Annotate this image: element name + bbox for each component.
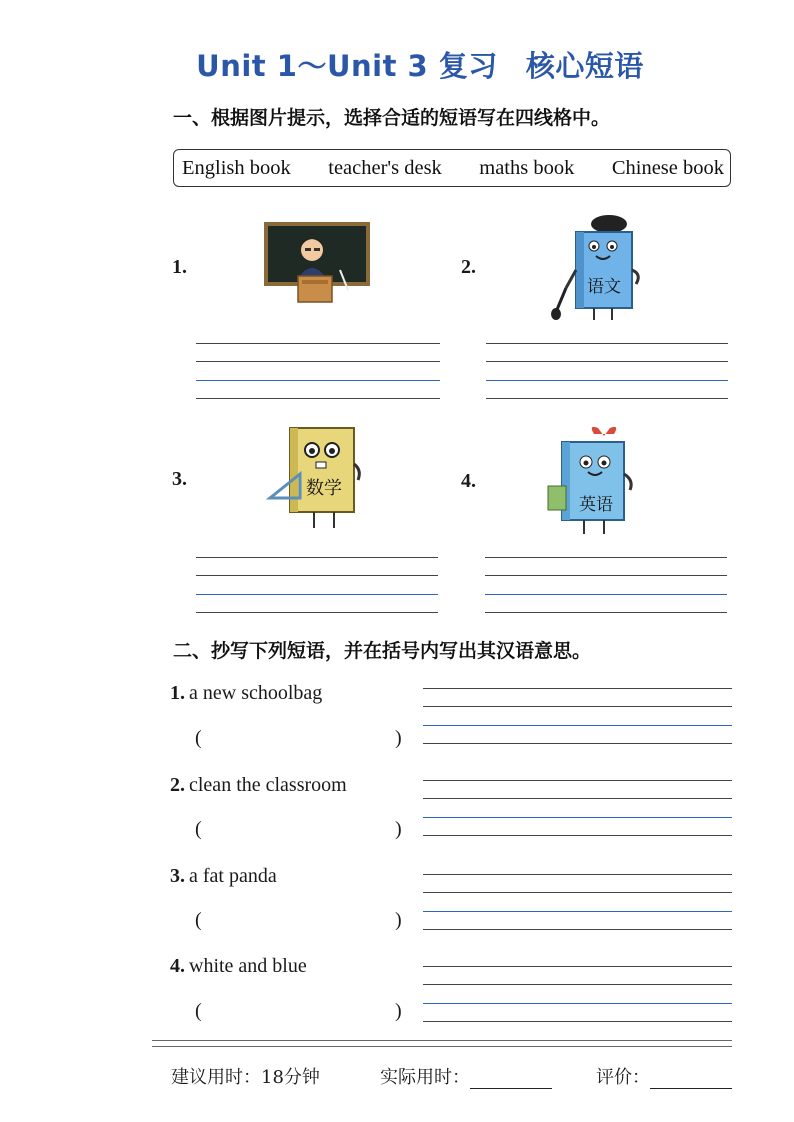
actual-time xyxy=(380,1063,552,1089)
chinese-book-character-icon xyxy=(548,210,648,325)
item-number: 4. xyxy=(461,470,476,492)
writing-grid[interactable] xyxy=(196,343,440,399)
paren-open: ( xyxy=(195,818,202,840)
paren-open: ( xyxy=(195,727,202,749)
item-number: 3. xyxy=(172,468,187,490)
paren-close: ) xyxy=(395,727,402,749)
item-number: 1. xyxy=(172,256,187,278)
item-number: 4. xyxy=(170,955,185,977)
actual-time-blank[interactable] xyxy=(470,1070,552,1089)
svg-text:数学: 数学 xyxy=(306,478,342,499)
paren-close: ) xyxy=(395,1000,402,1022)
evaluation-label: 评价： xyxy=(596,1067,650,1088)
item-number: 3. xyxy=(170,865,185,887)
section1-heading: 一、根据图片提示，选择合适的短语写在四线格中。 xyxy=(173,107,611,129)
item-number: 2. xyxy=(170,774,185,796)
paren-close: ) xyxy=(395,909,402,931)
word-bank-item: Chinese book xyxy=(611,156,724,179)
item-number: 2. xyxy=(461,256,476,278)
word-bank xyxy=(173,149,731,187)
item-number: 1. xyxy=(170,682,185,704)
writing-grid[interactable] xyxy=(485,557,727,613)
word-bank-item: English book xyxy=(182,156,291,179)
paren-open: ( xyxy=(195,909,202,931)
paren-open: ( xyxy=(195,1000,202,1022)
phrase-item xyxy=(170,682,322,705)
svg-text:语文: 语文 xyxy=(587,277,621,297)
phrase-item xyxy=(170,955,307,978)
footer-divider xyxy=(152,1040,732,1047)
page-title xyxy=(0,44,794,85)
phrase-item xyxy=(170,865,277,888)
phrase-item xyxy=(170,774,347,797)
teacher-at-blackboard-icon xyxy=(262,220,374,308)
paren-close: ) xyxy=(395,818,402,840)
evaluation xyxy=(596,1063,732,1089)
maths-book-character-icon xyxy=(264,424,364,536)
phrase-text: white and blue xyxy=(189,955,307,977)
svg-text:英语: 英语 xyxy=(579,495,613,515)
word-bank-item: teacher's desk xyxy=(328,156,442,179)
writing-grid[interactable] xyxy=(423,688,732,744)
actual-time-label: 实际用时： xyxy=(380,1067,470,1088)
writing-grid[interactable] xyxy=(486,343,728,399)
title-main: Unit 1～Unit 3 复习 xyxy=(196,49,498,83)
english-book-character-icon xyxy=(546,424,646,538)
word-bank-item: maths book xyxy=(479,156,575,179)
title-sub: 核心短语 xyxy=(525,49,644,83)
phrase-text: clean the classroom xyxy=(189,774,347,796)
writing-grid[interactable] xyxy=(423,966,732,1022)
writing-grid[interactable] xyxy=(196,557,438,613)
suggested-time: 建议用时：18分钟 xyxy=(171,1067,320,1088)
writing-grid[interactable] xyxy=(423,874,732,930)
section2-heading: 二、抄写下列短语，并在括号内写出其汉语意思。 xyxy=(173,640,592,662)
writing-grid[interactable] xyxy=(423,780,732,836)
phrase-text: a fat panda xyxy=(189,865,277,887)
phrase-text: a new schoolbag xyxy=(189,682,323,704)
evaluation-blank[interactable] xyxy=(650,1070,732,1089)
